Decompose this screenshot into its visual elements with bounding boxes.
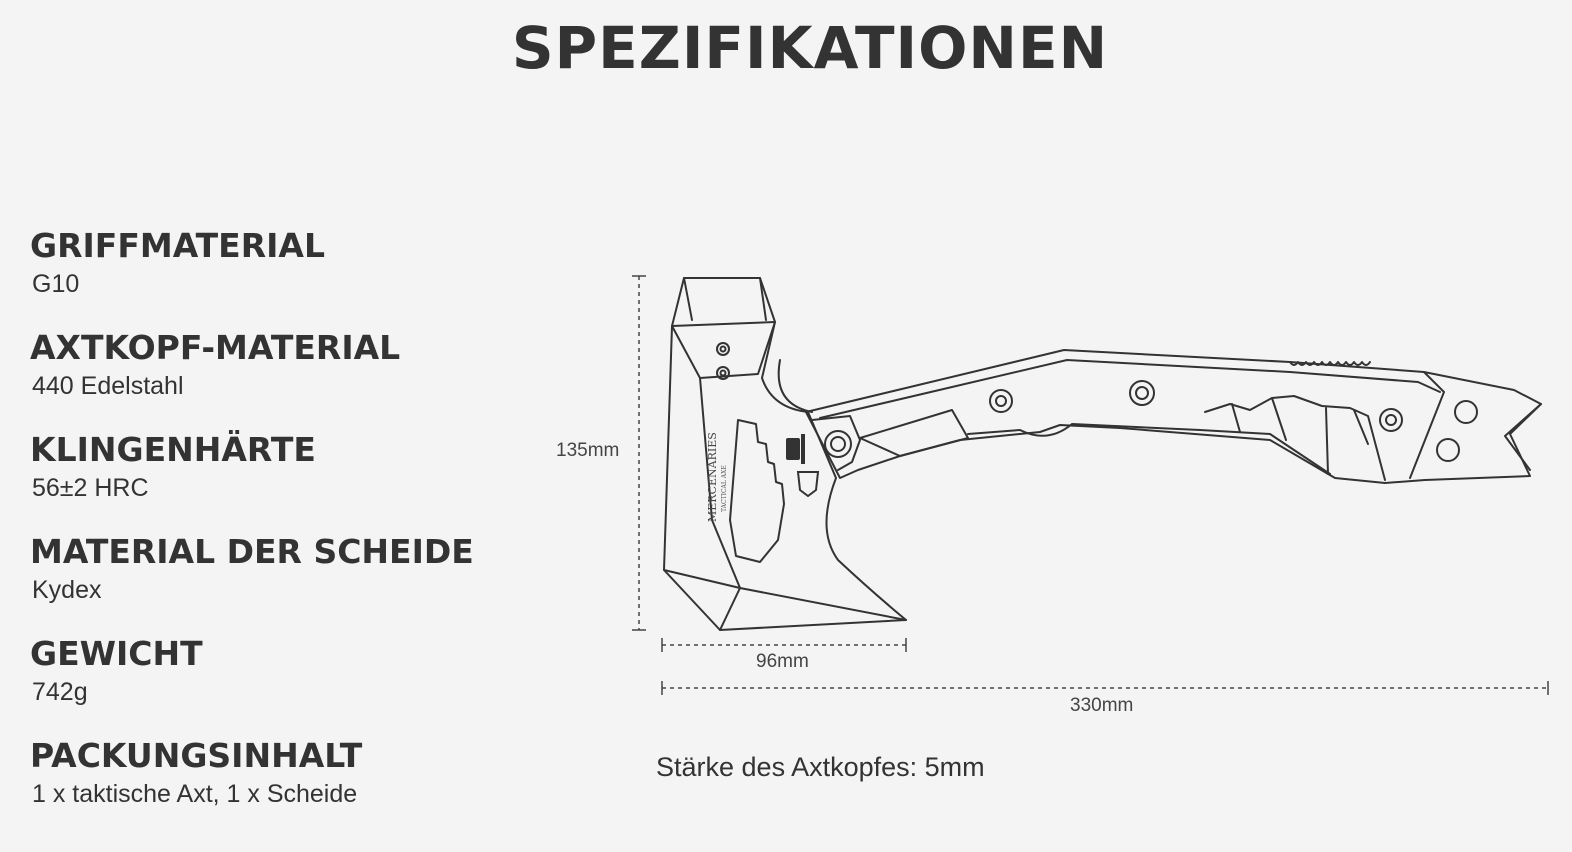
spec-label: GEWICHT: [30, 634, 203, 673]
head-cutout: [730, 420, 784, 562]
height-dimension: [632, 276, 646, 630]
spec-label: AXTKOPF-MATERIAL: [30, 328, 401, 367]
page-title: SPEZIFIKATIONEN: [511, 14, 1109, 82]
handle-bevel-lower: [968, 424, 1330, 474]
head-width-label: 96mm: [756, 651, 809, 672]
handle-bolt-icon: [1130, 381, 1154, 405]
shield-logo-icon: [798, 472, 818, 496]
engraving-sub: TACTICAL AXE: [721, 465, 728, 512]
spec-value: G10: [32, 270, 80, 298]
axe-head-thickness: Stärke des Axtkopfes: 5mm: [656, 752, 985, 782]
poll-hole-icon: [717, 343, 729, 355]
spec-value: 440 Edelstahl: [32, 372, 184, 400]
head-bolt-icon: [825, 431, 851, 457]
handle-bolt-icon: [1386, 415, 1396, 425]
pry-bar-end: [1410, 372, 1444, 478]
handle-bolt-icon: [1380, 409, 1402, 431]
brand-logo-icon: [786, 434, 805, 464]
head-handle-joint: [812, 416, 860, 470]
spec-value: 56±2 HRC: [32, 474, 149, 502]
height-label: 135mm: [556, 440, 620, 461]
length-label: 330mm: [1070, 695, 1134, 716]
handle-ridges: [1205, 396, 1385, 480]
spec-label: KLINGENHÄRTE: [30, 430, 316, 469]
handle-notch: [860, 410, 968, 456]
poll-hole-icon: [721, 371, 726, 376]
spec-value: 742g: [32, 678, 88, 706]
head-bolt-icon: [831, 437, 845, 451]
handle-bolt-icon: [990, 390, 1012, 412]
spec-value: 1 x taktische Axt, 1 x Scheide: [32, 780, 358, 808]
spec-label: GRIFFMATERIAL: [30, 226, 325, 265]
pry-hole-icon: [1437, 439, 1459, 461]
handle-bolt-icon: [996, 396, 1006, 406]
spec-value: Kydex: [32, 576, 102, 604]
axe-head-outline: [664, 278, 906, 630]
spec-label: MATERIAL DER SCHEIDE: [30, 532, 474, 571]
poll-hole-icon: [721, 347, 726, 352]
spec-label: PACKUNGSINHALT: [30, 736, 363, 775]
handle-bolt-icon: [1136, 387, 1148, 399]
length-dimension: [662, 681, 1548, 695]
axe-handle-outline: [806, 350, 1541, 483]
head-width-dimension: [662, 638, 906, 652]
hammer-poll: [672, 278, 775, 326]
engraving-main: MERCENARIES: [706, 432, 719, 522]
pry-hole-icon: [1455, 401, 1477, 423]
